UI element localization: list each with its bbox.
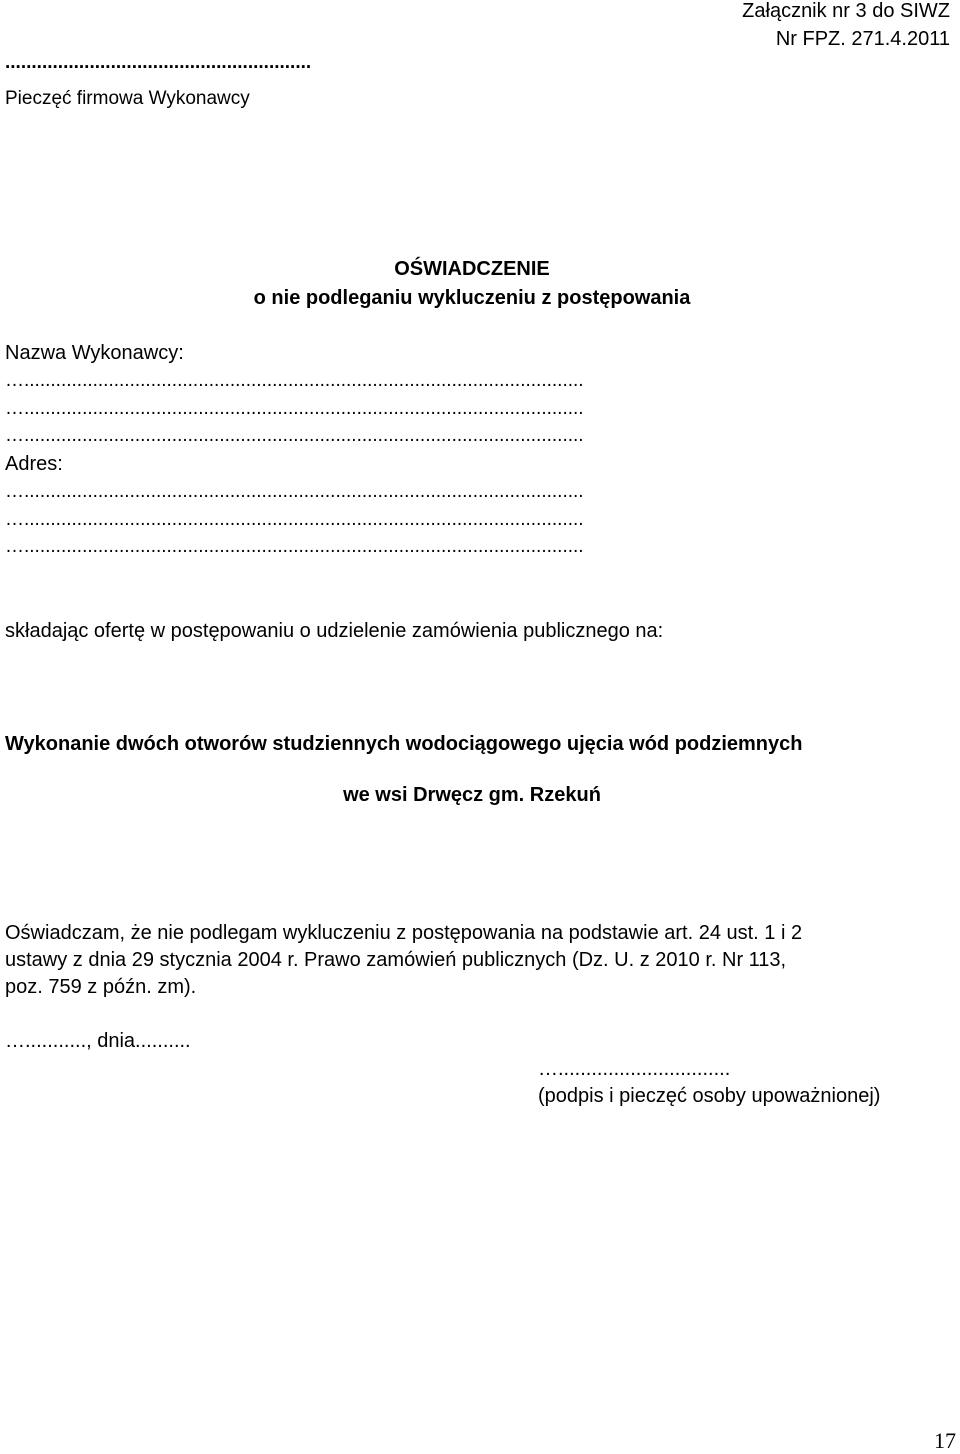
declaration-line-3: poz. 759 z późn. zm). (5, 976, 197, 998)
address-line-1: ….......................................................................................................... (5, 481, 584, 502)
attachment-number: Załącznik nr 3 do SIWZ (742, 0, 950, 22)
contractor-name-line-2: ….......................................................................................................... (5, 398, 584, 419)
address-label: Adres: (5, 453, 63, 475)
offer-intro: składając ofertę w postępowaniu o udzielenie zamówienia publicznego na: (5, 620, 664, 642)
address-line-2: ….......................................................................................................... (5, 509, 584, 530)
project-name-line-2: we wsi Drwęcz gm. Rzekuń (343, 784, 601, 806)
project-name-line-1: Wykonanie dwóch otworów studziennych wodociągowego ujęcia wód podziemnych (5, 733, 803, 755)
signature-label: (podpis i pieczęć osoby upoważnionej) (538, 1085, 881, 1107)
contractor-name-label: Nazwa Wykonawcy: (5, 342, 184, 364)
address-line-3: ….......................................................................................................... (5, 536, 584, 557)
page-number: 17 (934, 1428, 956, 1453)
stamp-dots: .......................................................... (5, 52, 312, 73)
declaration-line-2: ustawy z dnia 29 stycznia 2004 r. Prawo zamówień publicznych (Dz. U. z 2010 r. Nr 113, (5, 949, 787, 971)
declaration-line-1: Oświadczam, że nie podlegam wykluczeniu z postępowania na podstawie art. 24 ust. 1 i 2 (5, 922, 803, 944)
contractor-name-line-1: ….......................................................................................................... (5, 370, 584, 391)
page-subtitle: o nie podleganiu wykluczeniu z postępowania (253, 287, 691, 309)
reference-number: Nr FPZ. 271.4.2011 (775, 28, 950, 50)
stamp-label: Pieczęć firmowa Wykonawcy (5, 88, 250, 109)
contractor-name-line-3: ….......................................................................................................... (5, 425, 584, 446)
signature-dots: …............................... (538, 1058, 731, 1080)
place-date-field: …..........., dnia.......... (5, 1030, 191, 1052)
page-title: OŚWIADCZENIE (394, 258, 550, 280)
